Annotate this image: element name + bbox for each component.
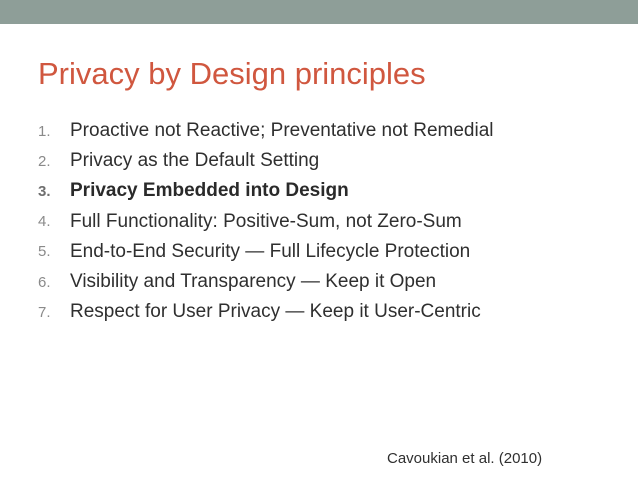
item-text: Privacy Embedded into Design [70, 180, 349, 202]
item-text: Proactive not Reactive; Preventative not Remedial [70, 120, 494, 142]
list-item [38, 207, 494, 237]
item-number: 2. [38, 152, 51, 170]
item-number: 6. [38, 273, 51, 291]
list-item [38, 237, 494, 267]
item-number: 5. [38, 243, 51, 261]
item-number: 1. [38, 122, 51, 140]
list-item [38, 146, 494, 176]
citation: Cavoukian et al. (2010) [387, 450, 543, 467]
item-number: 3. [38, 182, 51, 200]
list-item-emphasized [38, 176, 494, 206]
item-text: Respect for User Privacy — Keep it User-Centric [70, 301, 481, 323]
list-item [38, 267, 494, 297]
list-item [38, 116, 494, 146]
item-text: Full Functionality: Positive-Sum, not Zero-Sum [70, 210, 462, 232]
item-number: 4. [38, 213, 51, 231]
item-text: Visibility and Transparency — Keep it Open [70, 271, 437, 293]
item-text: Privacy as the Default Setting [70, 150, 320, 172]
slide-title: Privacy by Design principles [38, 56, 426, 91]
header-bar [0, 0, 638, 24]
principles-list [38, 116, 494, 327]
item-number: 7. [38, 303, 51, 321]
list-item [38, 297, 494, 327]
item-text: End-to-End Security — Full Lifecycle Protection [70, 240, 471, 262]
